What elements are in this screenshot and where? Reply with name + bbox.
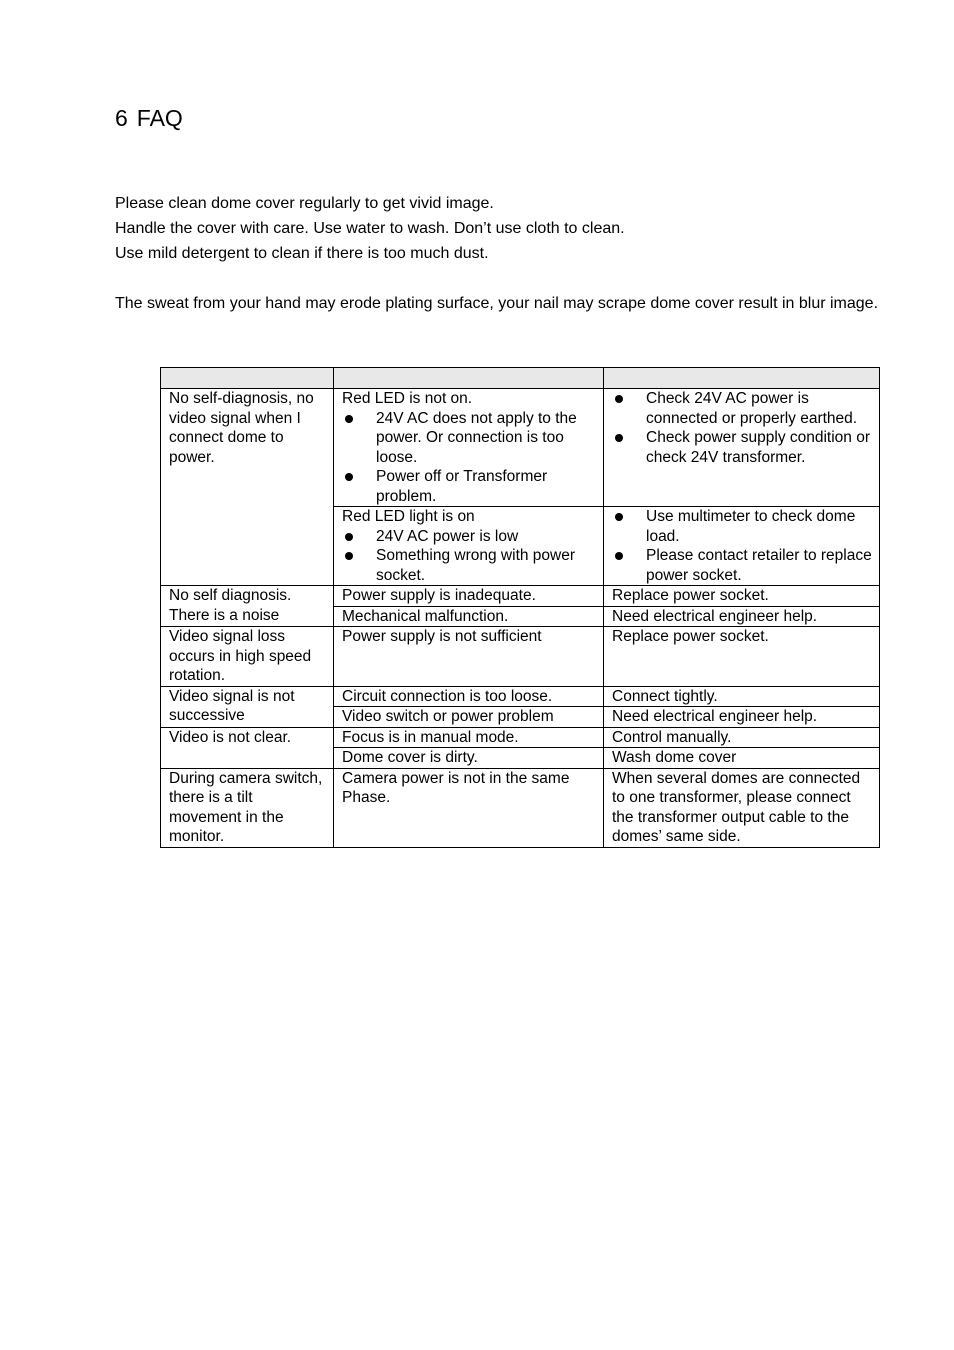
problem-cell: During camera switch, there is a tilt movement in the monitor. bbox=[161, 768, 334, 847]
solution-cell: Need electrical engineer help. bbox=[604, 606, 880, 627]
cause-cell: Focus is in manual mode. bbox=[334, 727, 604, 748]
intro-line: Please clean dome cover regularly to get vivid image. bbox=[115, 195, 494, 212]
bullet-item: Use multimeter to check dome load. bbox=[612, 507, 875, 546]
section-title: FAQ bbox=[136, 105, 183, 131]
bullet-item: Please contact retailer to replace power socket. bbox=[612, 546, 875, 585]
problem-cell: No self diagnosis. There is a noise bbox=[161, 586, 334, 627]
cause-cell: Mechanical malfunction. bbox=[334, 606, 604, 627]
cause-title: Red LED is not on. bbox=[342, 390, 473, 407]
table-row bbox=[161, 768, 880, 847]
cause-cell: Power supply is not sufficient bbox=[334, 627, 604, 687]
solution-cell: Connect tightly. bbox=[604, 686, 880, 707]
table-row bbox=[161, 389, 880, 507]
bullet-item: Power off or Transformer problem. bbox=[342, 467, 599, 506]
intro-line: Use mild detergent to clean if there is too much dust. bbox=[115, 245, 489, 262]
problem-cell: No self-diagnosis, no video signal when I connect dome to power. bbox=[161, 389, 334, 586]
cause-title: Red LED light is on bbox=[342, 508, 475, 525]
warning-paragraph: The sweat from your hand may erode plating surface, your nail may scrape dome cover result in blur image. bbox=[115, 295, 879, 312]
solution-cell: Need electrical engineer help. bbox=[604, 707, 880, 728]
header-cell-solution bbox=[604, 368, 880, 389]
bullet-item: 24V AC does not apply to the power. Or connection is too loose. bbox=[342, 409, 599, 468]
cause-cell bbox=[334, 389, 604, 507]
solution-cell: When several domes are connected to one transformer, please connect the transformer output cable to the domes’ same side. bbox=[604, 768, 880, 847]
cause-cell: Video switch or power problem bbox=[334, 707, 604, 728]
problem-cell: Video signal loss occurs in high speed rotation. bbox=[161, 627, 334, 687]
cause-cell: Power supply is inadequate. bbox=[334, 586, 604, 607]
section-heading bbox=[115, 103, 183, 133]
bullet-item: 24V AC power is low bbox=[342, 527, 599, 547]
solution-cell bbox=[604, 389, 880, 507]
solution-cell bbox=[604, 507, 880, 586]
cause-bullet-list bbox=[342, 409, 599, 507]
solution-bullet-list bbox=[612, 389, 875, 467]
solution-cell: Control manually. bbox=[604, 727, 880, 748]
header-cell-cause bbox=[334, 368, 604, 389]
faq-table bbox=[160, 367, 880, 848]
solution-cell: Replace power socket. bbox=[604, 586, 880, 607]
table-row bbox=[161, 686, 880, 707]
solution-cell: Wash dome cover bbox=[604, 748, 880, 769]
table-header-row bbox=[161, 368, 880, 389]
table-row bbox=[161, 586, 880, 607]
bullet-item: Check 24V AC power is connected or properly earthed. bbox=[612, 389, 875, 428]
bullet-item: Something wrong with power socket. bbox=[342, 546, 599, 585]
cause-cell: Circuit connection is too loose. bbox=[334, 686, 604, 707]
table-row bbox=[161, 727, 880, 748]
solution-cell: Replace power socket. bbox=[604, 627, 880, 687]
cause-bullet-list bbox=[342, 527, 599, 586]
header-cell-problem bbox=[161, 368, 334, 389]
intro-line: Handle the cover with care. Use water to wash. Don’t use cloth to clean. bbox=[115, 220, 625, 237]
cause-cell: Camera power is not in the same Phase. bbox=[334, 768, 604, 847]
bullet-item: Check power supply condition or check 24V transformer. bbox=[612, 428, 875, 467]
problem-cell: Video signal is not successive bbox=[161, 686, 334, 727]
solution-bullet-list bbox=[612, 507, 875, 585]
cause-cell: Dome cover is dirty. bbox=[334, 748, 604, 769]
table-row bbox=[161, 627, 880, 687]
section-number: 6 bbox=[115, 105, 128, 131]
problem-cell: Video is not clear. bbox=[161, 727, 334, 768]
cause-cell bbox=[334, 507, 604, 586]
